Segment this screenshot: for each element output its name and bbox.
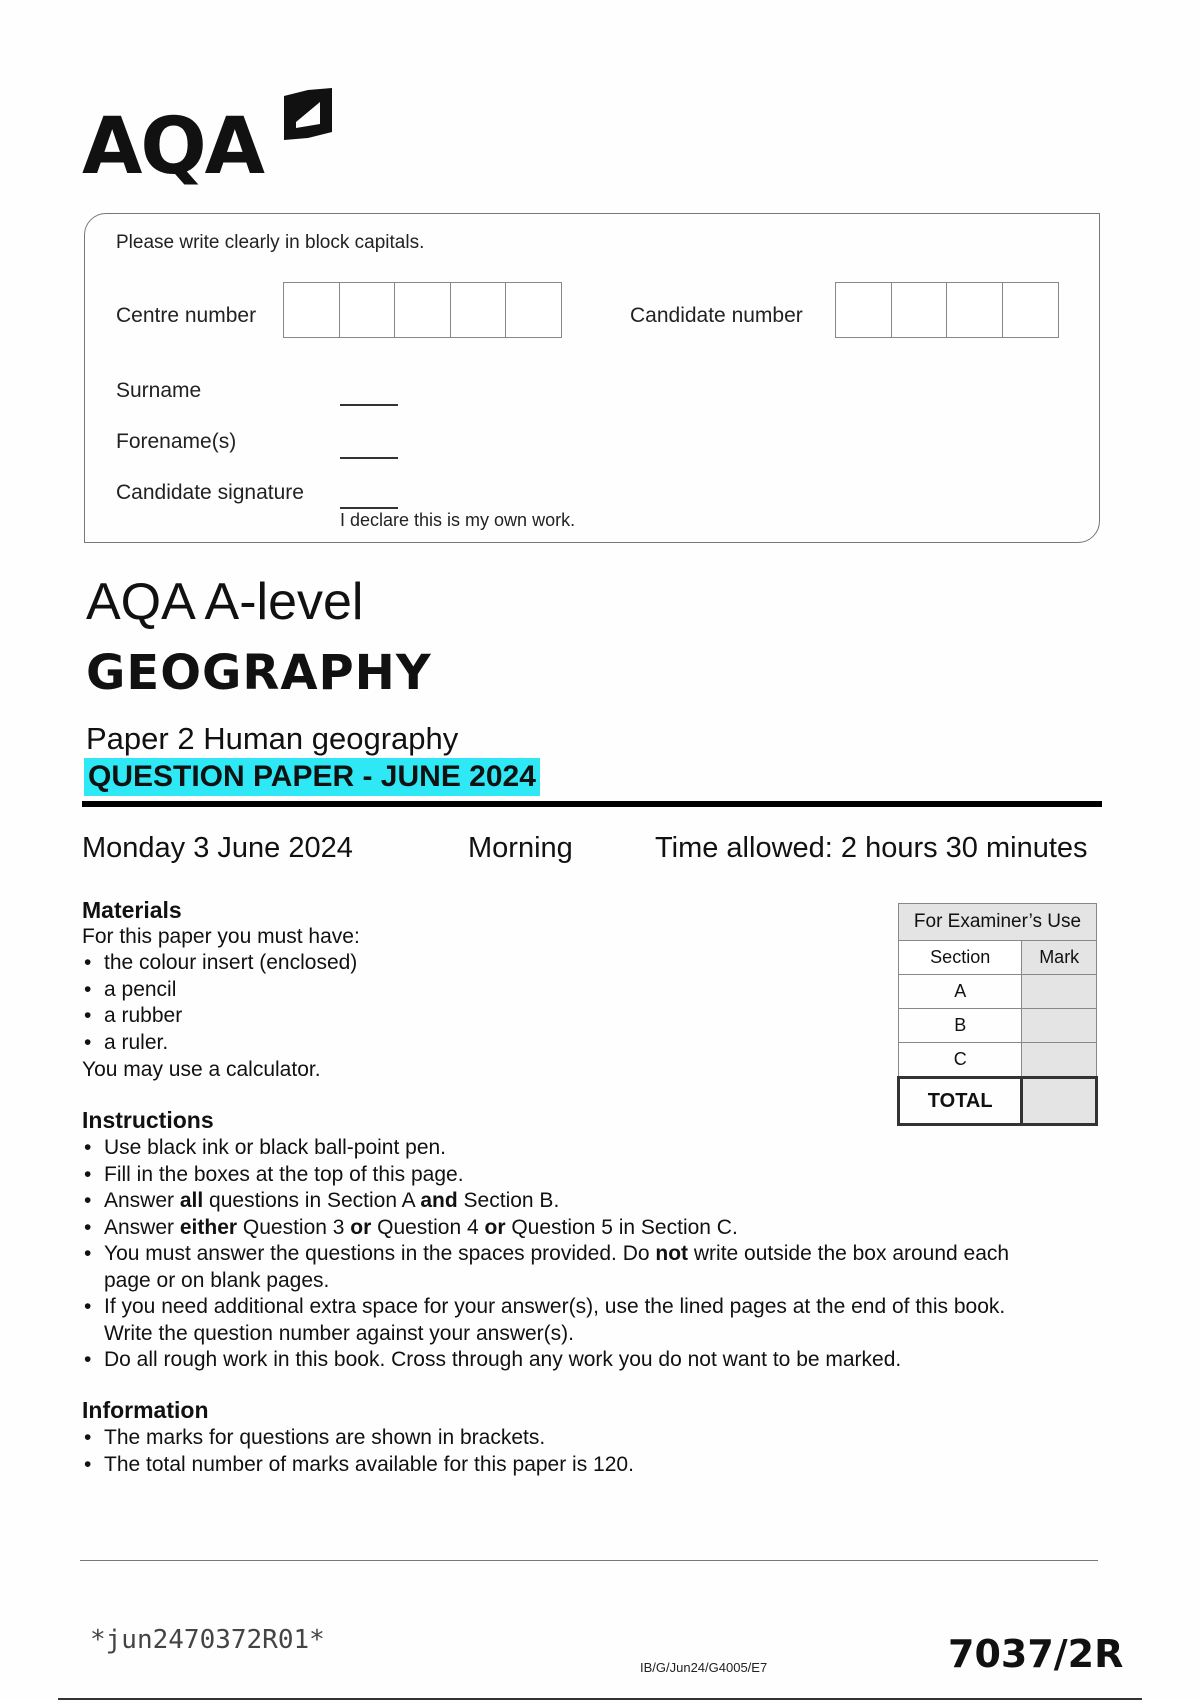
declaration-text: I declare this is my own work. bbox=[340, 510, 576, 530]
section-column-header: Section bbox=[899, 941, 1022, 975]
candidate-details-box bbox=[84, 213, 1100, 543]
candidate-digit-box[interactable] bbox=[1002, 282, 1059, 338]
exam-session: Morning bbox=[468, 832, 573, 864]
information-list bbox=[82, 1425, 634, 1478]
list-item: • a ruler. bbox=[82, 1030, 357, 1057]
examiner-use-table bbox=[897, 903, 1098, 1126]
materials-intro: For this paper you must have: bbox=[82, 925, 360, 948]
instructions-heading: Instructions bbox=[82, 1107, 214, 1133]
total-label: TOTAL bbox=[899, 1078, 1022, 1125]
centre-digit-box[interactable] bbox=[394, 282, 451, 338]
mark-cell bbox=[1022, 1043, 1097, 1078]
calculator-note: You may use a calculator. bbox=[82, 1058, 321, 1081]
table-row bbox=[899, 975, 1097, 1009]
signature-label: Candidate signature bbox=[116, 481, 304, 504]
paper-code: 7037/2R bbox=[948, 1632, 1124, 1676]
list-item: • Answer all questions in Section A and Section B. bbox=[82, 1188, 1012, 1215]
list-item: • If you need additional extra space for your answer(s), use the lined pages at the end of this book. Write the question number against your answer(s). bbox=[82, 1294, 1012, 1347]
barcode-text: *jun2470372R01* bbox=[90, 1625, 325, 1655]
paper-title: Paper 2 Human geography bbox=[86, 721, 459, 756]
candidate-digit-box[interactable] bbox=[946, 282, 1003, 338]
list-item: • Use black ink or black ball-point pen. bbox=[82, 1135, 1012, 1162]
table-row bbox=[899, 1009, 1097, 1043]
question-paper-banner: QUESTION PAPER - JUNE 2024 bbox=[84, 758, 540, 796]
surname-field[interactable] bbox=[340, 404, 398, 406]
instructions-list bbox=[82, 1135, 1012, 1374]
centre-number-label: Centre number bbox=[116, 304, 257, 327]
information-heading: Information bbox=[82, 1397, 209, 1423]
list-item: • Do all rough work in this book. Cross through any work you do not want to be marked. bbox=[82, 1347, 1012, 1374]
list-item: • Answer either Question 3 or Question 4 or Question 5 in Section C. bbox=[82, 1215, 1012, 1242]
mark-cell bbox=[1022, 1009, 1097, 1043]
mark-column-header: Mark bbox=[1022, 941, 1097, 975]
mark-cell bbox=[1022, 975, 1097, 1009]
materials-list bbox=[82, 950, 357, 1056]
forenames-label: Forename(s) bbox=[116, 430, 237, 453]
aqa-logo-mark-icon bbox=[280, 88, 336, 144]
centre-number-boxes bbox=[283, 282, 561, 338]
list-item: • the colour insert (enclosed) bbox=[82, 950, 357, 977]
total-mark-cell bbox=[1022, 1078, 1097, 1125]
centre-digit-box[interactable] bbox=[505, 282, 562, 338]
total-row bbox=[899, 1078, 1097, 1125]
surname-label: Surname bbox=[116, 379, 202, 402]
list-item: • Fill in the boxes at the top of this page. bbox=[82, 1162, 1012, 1189]
list-item: • The total number of marks available for this paper is 120. bbox=[82, 1452, 634, 1479]
footer-divider bbox=[80, 1560, 1098, 1561]
section-cell: B bbox=[899, 1009, 1022, 1043]
signature-field[interactable] bbox=[340, 507, 398, 509]
candidate-number-boxes bbox=[835, 282, 1057, 338]
candidate-digit-box[interactable] bbox=[891, 282, 948, 338]
time-allowed: Time allowed: 2 hours 30 minutes bbox=[655, 832, 1088, 864]
subject-title: GEOGRAPHY bbox=[86, 645, 432, 701]
section-cell: C bbox=[899, 1043, 1022, 1078]
list-item: • The marks for questions are shown in brackets. bbox=[82, 1425, 634, 1452]
block-capitals-instruction: Please write clearly in block capitals. bbox=[116, 232, 425, 253]
candidate-number-label: Candidate number bbox=[630, 304, 803, 327]
reference-code: IB/G/Jun24/G4005/E7 bbox=[640, 1660, 768, 1675]
exam-date: Monday 3 June 2024 bbox=[82, 832, 353, 864]
table-row bbox=[899, 1043, 1097, 1078]
centre-digit-box[interactable] bbox=[339, 282, 396, 338]
page-bottom-rule bbox=[58, 1698, 1142, 1700]
section-cell: A bbox=[899, 975, 1022, 1009]
centre-digit-box[interactable] bbox=[283, 282, 340, 338]
list-item: • a rubber bbox=[82, 1003, 357, 1030]
list-item: • You must answer the questions in the spaces provided. Do not write outside the box around each page or on blank pages. bbox=[82, 1241, 1012, 1294]
examiner-table-title: For Examiner’s Use bbox=[899, 904, 1097, 941]
title-divider bbox=[82, 801, 1102, 807]
logo-text: AQA bbox=[82, 102, 264, 192]
forenames-field[interactable] bbox=[340, 457, 398, 459]
candidate-digit-box[interactable] bbox=[835, 282, 892, 338]
centre-digit-box[interactable] bbox=[450, 282, 507, 338]
materials-heading: Materials bbox=[82, 897, 182, 923]
list-item: • a pencil bbox=[82, 977, 357, 1004]
qualification-title: AQA A-level bbox=[86, 573, 364, 631]
